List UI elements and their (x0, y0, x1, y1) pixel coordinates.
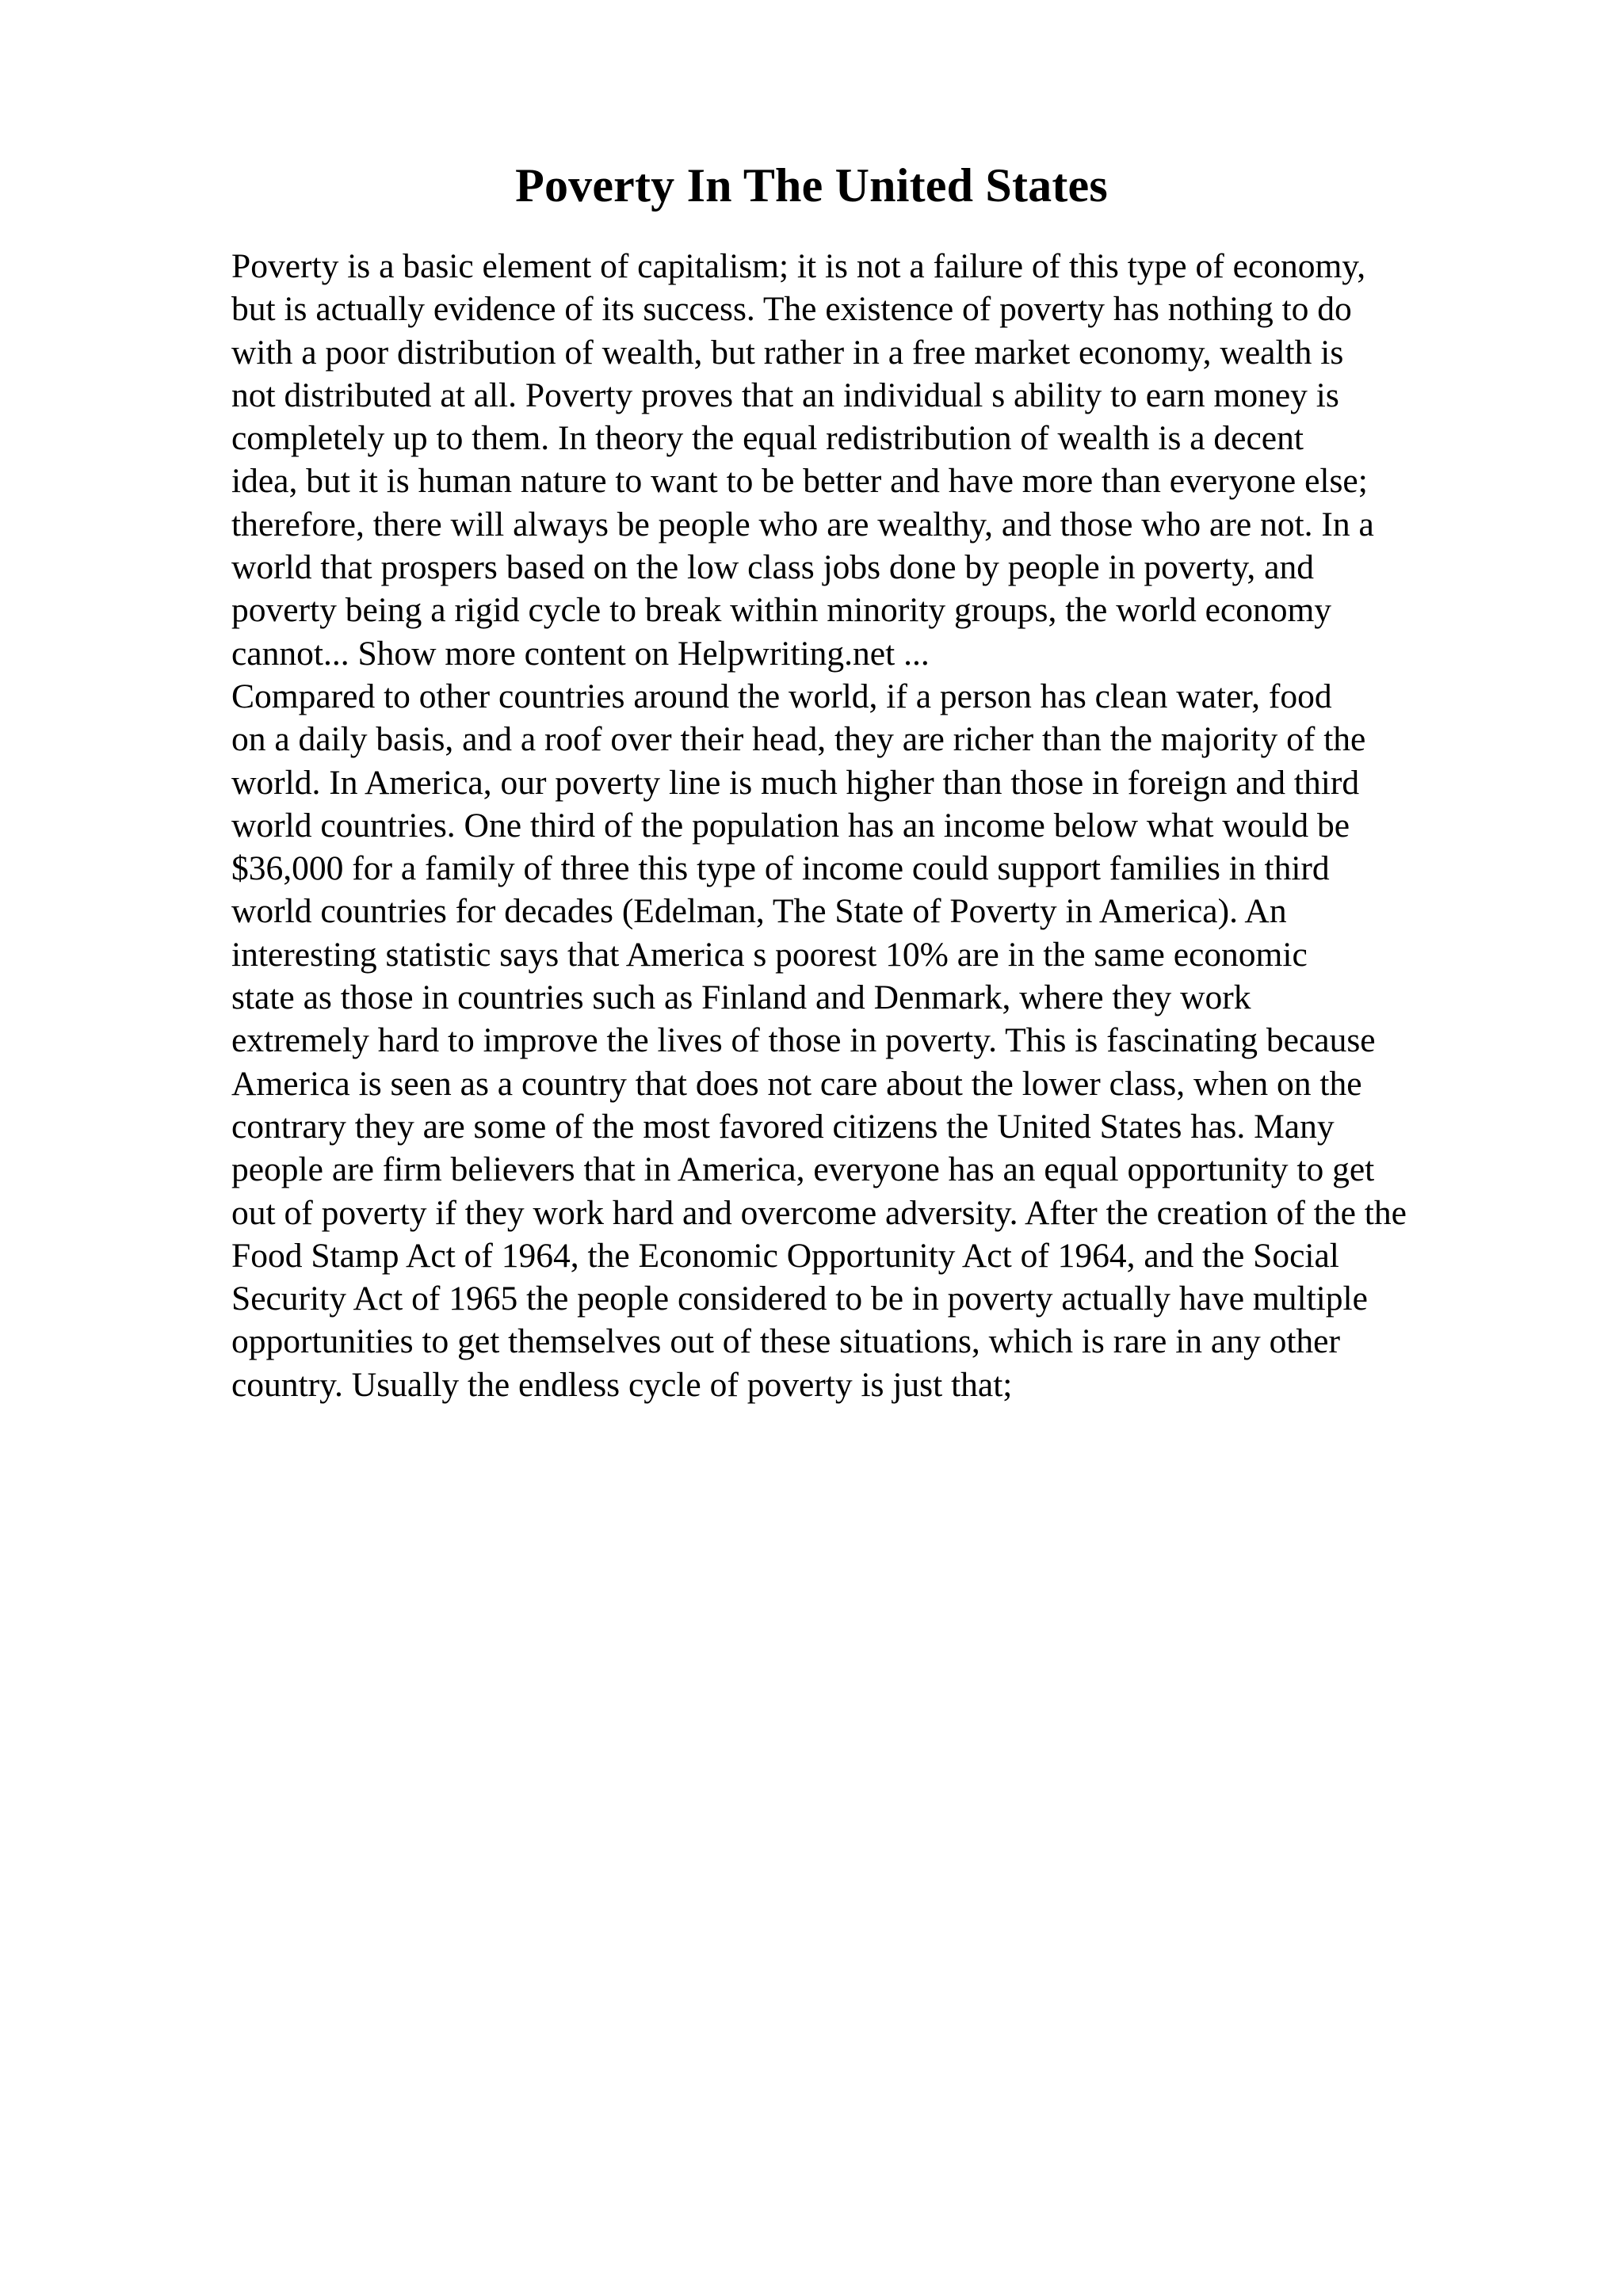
text-line: with a poor distribution of wealth, but rather in a free market economy, wealth is (231, 333, 1344, 372)
text-line: people are firm believers that in America, everyone has an equal opportunity to get (231, 1150, 1375, 1189)
text-line: state as those in countries such as Finland and Denmark, where they work (231, 978, 1251, 1017)
text-line: on a daily basis, and a roof over their head, they are richer than the majority of the (231, 720, 1366, 759)
text-line: idea, but it is human nature to want to be better and have more than everyone else; (231, 462, 1368, 501)
text-line: therefore, there will always be people who are wealthy, and those who are not. In a (231, 505, 1374, 543)
text-line: world. In America, our poverty line is much higher than those in foreign and third (231, 763, 1360, 802)
text-line: world countries for decades (Edelman, The State of Poverty in America). An (231, 892, 1287, 931)
text-line: $36,000 for a family of three this type of income could support families in third (231, 849, 1330, 888)
document-body (231, 245, 1515, 1406)
text-line: but is actually evidence of its success. The existence of poverty has nothing to do (231, 290, 1352, 329)
text-line: not distributed at all. Poverty proves that an individual s ability to earn money is (231, 376, 1339, 414)
text-line: poverty being a rigid cycle to break within minority groups, the world economy (231, 591, 1332, 630)
text-line: contrary they are some of the most favored citizens the United States has. Many (231, 1107, 1335, 1146)
text-line: cannot... Show more content on Helpwriting.net ... (231, 634, 930, 673)
text-line: completely up to them. In theory the equal redistribution of wealth is a decent (231, 419, 1304, 458)
text-line: world countries. One third of the population has an income below what would be (231, 806, 1350, 845)
text-line: world that prospers based on the low class jobs done by people in poverty, and (231, 548, 1314, 587)
text-line: out of poverty if they work hard and overcome adversity. After the creation of the the (231, 1193, 1407, 1232)
text-line: Food Stamp Act of 1964, the Economic Opportunity Act of 1964, and the Social (231, 1236, 1339, 1275)
document-title: Poverty In The United States (515, 159, 1108, 212)
text-line: country. Usually the endless cycle of poverty is just that; (231, 1365, 1013, 1404)
text-line: Compared to other countries around the world, if a person has clean water, food (231, 677, 1332, 715)
text-line: Security Act of 1965 the people considered to be in poverty actually have multiple (231, 1280, 1368, 1318)
text-line: America is seen as a country that does not care about the lower class, when on the (231, 1064, 1362, 1103)
text-line: extremely hard to improve the lives of those in poverty. This is fascinating because (231, 1021, 1376, 1060)
text-line: Poverty is a basic element of capitalism; it is not a failure of this type of economy, (231, 247, 1366, 285)
paragraph-1 (231, 245, 1515, 675)
paragraph-2 (231, 675, 1515, 1406)
text-line: opportunities to get themselves out of these situations, which is rare in any other (231, 1322, 1340, 1361)
text-line: interesting statistic says that America s poorest 10% are in the same economic (231, 935, 1308, 974)
